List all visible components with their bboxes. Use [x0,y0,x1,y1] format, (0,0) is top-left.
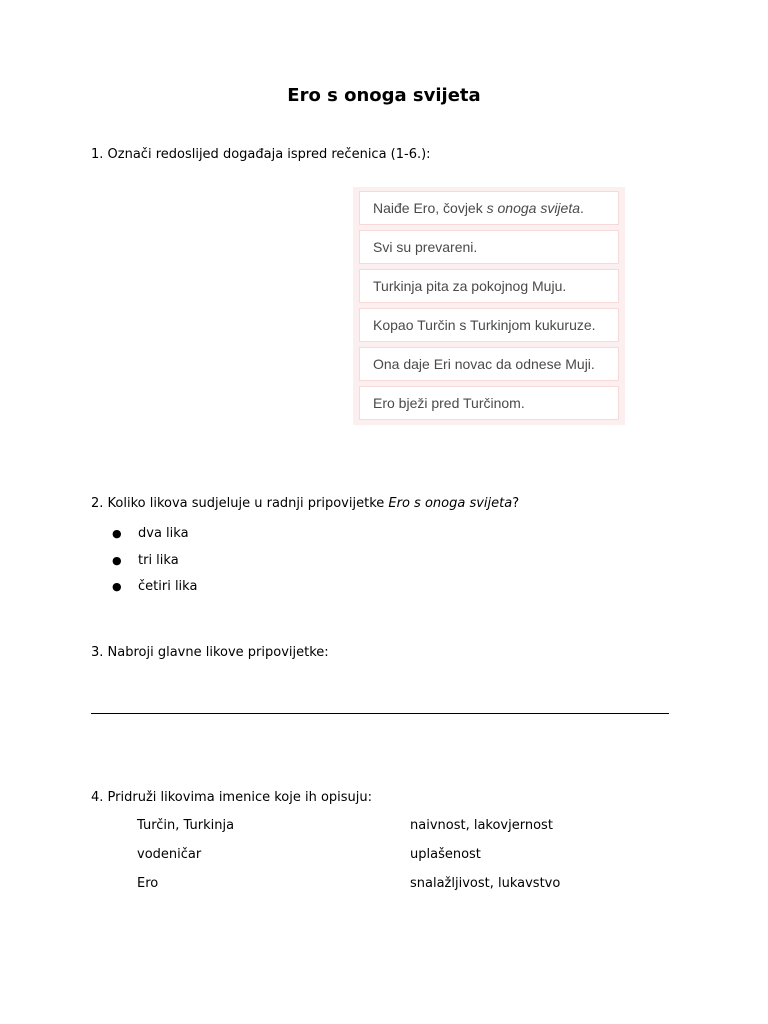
question-4-prompt: 4. Pridruži likovima imenice koje ih opisuju: [91,790,373,805]
page-title: Ero s onoga svijeta [287,85,481,106]
option-tri-lika [112,552,179,570]
option-cetiri-lika [112,578,197,596]
event-text-end: . [580,200,584,216]
character-item: Turčin, Turkinja [137,818,235,833]
trait-item: snalažljivost, lukavstvo [410,876,561,891]
option-dva-lika [112,525,189,543]
event-text: Ona daje Eri novac da odnese Muji. [373,356,595,372]
bullet-icon: ● [112,527,122,540]
answer-line [91,713,669,714]
event-item-3 [359,269,619,303]
character-item: vodeničar [137,847,202,862]
option-label: četiri lika [138,579,198,594]
event-text: Kopao Turčin s Turkinjom kukuruze. [373,317,596,333]
event-text-italic: s onoga svijeta [486,200,581,216]
question-2-text: 2. Koliko likova sudjeluje u radnji pripovijetke [91,496,389,511]
option-label: dva lika [138,526,189,541]
bullet-icon: ● [112,580,122,593]
event-text: Svi su prevareni. [373,239,478,255]
event-item-4 [359,308,619,342]
event-item-1 [359,191,619,225]
character-item: Ero [137,876,159,891]
bullet-icon: ● [112,554,122,567]
event-text: Naiđe Ero, čovjek [373,200,487,216]
trait-item: uplašenost [410,847,481,862]
question-2-story-title: Ero s onoga svijeta [388,496,513,511]
option-label: tri lika [138,553,179,568]
question-2-prompt [91,495,519,513]
question-1-prompt: 1. Označi redoslijed događaja ispred rečenica (1-6.): [91,147,431,162]
events-box [353,187,625,425]
event-text: Turkinja pita za pokojnog Muju. [373,278,567,294]
event-item-5 [359,347,619,381]
question-2-end: ? [512,496,520,511]
event-item-2 [359,230,619,264]
event-text: Ero bježi pred Turčinom. [373,395,525,411]
question-3-prompt: 3. Nabroji glavne likove pripovijetke: [91,645,329,660]
trait-item: naivnost, lakovjernost [410,818,553,833]
event-item-6 [359,386,619,420]
